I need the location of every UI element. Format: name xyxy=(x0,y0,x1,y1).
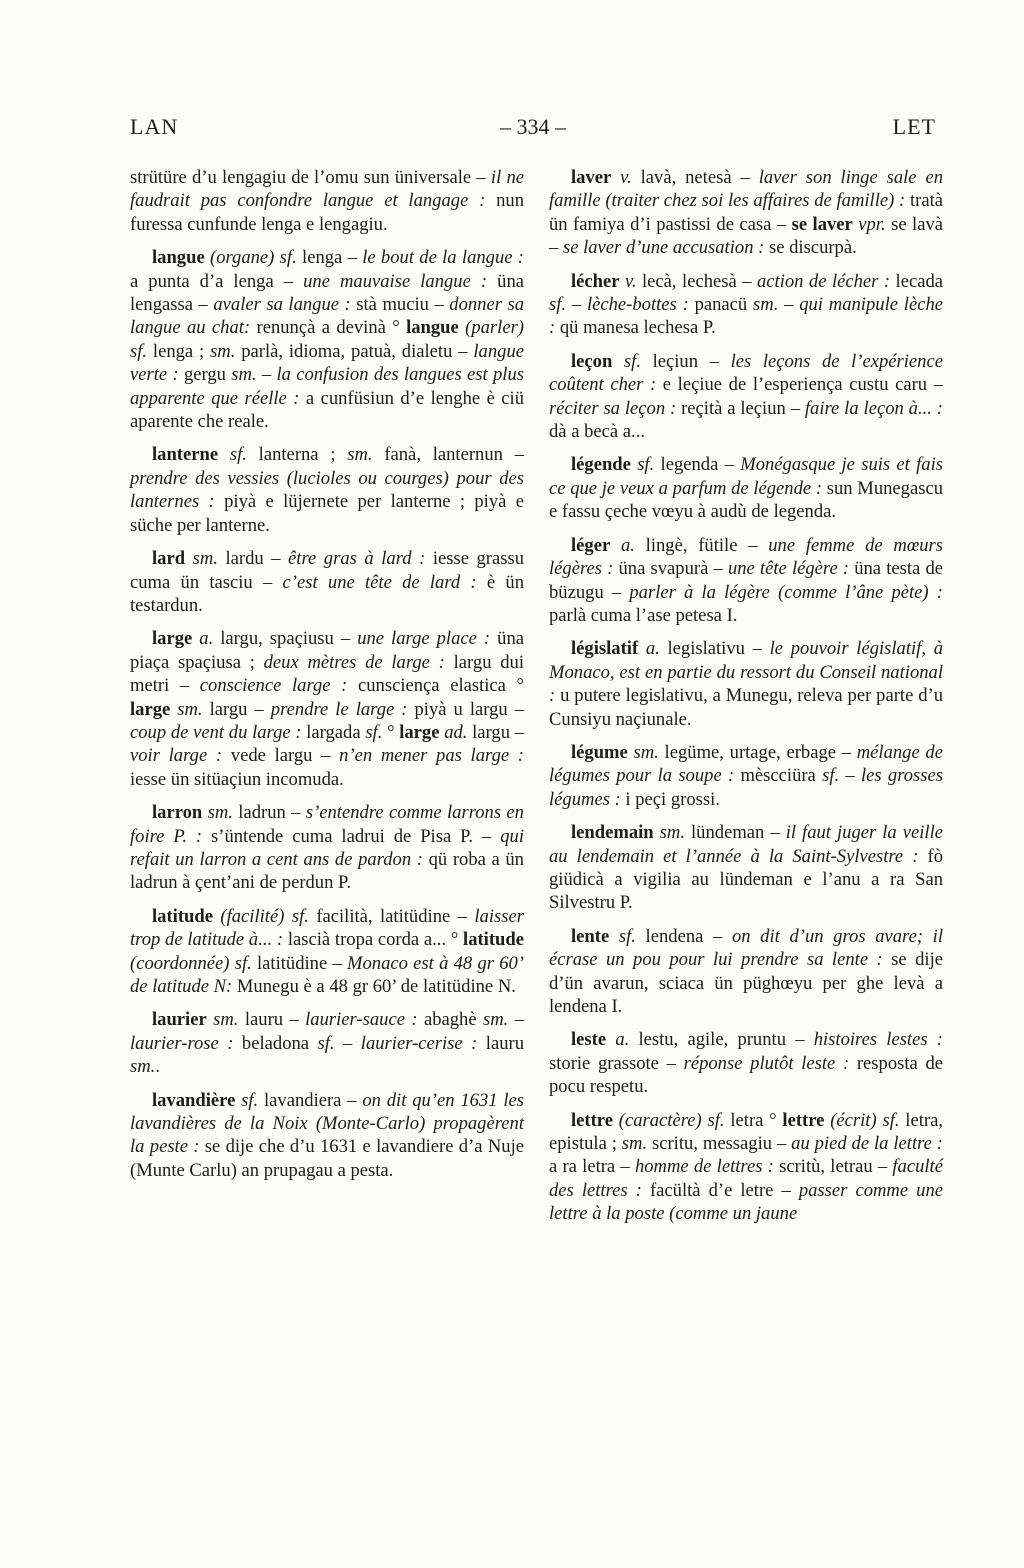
headword: légume xyxy=(571,741,628,763)
gloss-text: reçità a leçiun – xyxy=(676,397,805,419)
phrase-italic: on dit d’un gros avare; il écrase un pou pour lui prendre sa lente : xyxy=(549,925,944,971)
gloss-text: se dije che d’u 1631 e lavandiere d’a Nuje (Munte Carlu) an prupagau a pesta. xyxy=(130,1136,524,1181)
phrase-italic: histoires lestes : xyxy=(813,1029,943,1051)
phrase-italic: v. xyxy=(611,167,632,188)
gloss-text: panacü xyxy=(688,294,754,316)
headword: langue xyxy=(152,247,205,269)
phrase-italic: le bout de la langue : xyxy=(362,247,524,269)
gloss-text: facilità, latitüdine – xyxy=(308,905,475,927)
phrase-italic: Monaco est à 48 gr 60’ de latitude N: xyxy=(130,952,525,997)
phrase-italic: lèche-bottes : xyxy=(586,294,689,316)
gloss-text: è ün testardun. xyxy=(130,571,524,616)
gloss-text: qü roba a ün ladrun à çent’ani de perdun P. xyxy=(130,848,524,894)
gloss-text: strütüre d’u lengagiu de l’omu sun üniversale – xyxy=(130,167,491,188)
phrase-italic: qui refait un larron a cent ans de pardon : xyxy=(130,825,524,870)
gloss-text: – xyxy=(334,1032,361,1054)
gloss-text: lauru – xyxy=(238,1009,306,1031)
gloss-text: se discurpà. xyxy=(764,237,857,259)
column-left xyxy=(130,166,524,1192)
gloss-text: üna svapurà – xyxy=(613,558,728,580)
gloss-text: lingè, fütile – xyxy=(634,534,769,556)
gloss-text: letra, epistula ; xyxy=(549,1109,943,1155)
headword: légende xyxy=(571,454,631,476)
dictionary-entry xyxy=(549,166,943,260)
phrase-italic: les grosses légumes : xyxy=(549,765,944,810)
headword: langue xyxy=(406,317,459,339)
gloss-text: üna piaça spaçiusa ; xyxy=(130,628,524,673)
headword: lendemain xyxy=(571,822,654,844)
gloss-text: se lavà – xyxy=(549,213,943,259)
gloss-text: resposta de pocu respetu. xyxy=(549,1052,944,1098)
phrase-italic: se laver d’une accusation : xyxy=(562,237,765,259)
gloss-text: . xyxy=(155,1056,160,1078)
gloss-text: lecada xyxy=(890,270,944,292)
phrase-italic: a. xyxy=(610,534,635,556)
headword: laurier xyxy=(152,1009,207,1031)
phrase-italic: (facilité) sf. xyxy=(212,905,309,927)
dictionary-entry xyxy=(549,534,943,628)
dictionary-entry xyxy=(549,1028,943,1098)
phrase-italic: le pouvoir législatif, à Monaco, est en partie du ressort du Conseil national : xyxy=(549,638,943,707)
headword: latitude xyxy=(152,905,213,927)
phrase-italic: sf. xyxy=(235,1089,259,1111)
gloss-text: legislativu – xyxy=(659,638,770,660)
gloss-text: se dije d’ün avarun, sciaca ün püghœyu per ghe levà a lendena I. xyxy=(549,949,943,1017)
gloss-text: cunsciença elastica ° xyxy=(347,675,524,697)
phrase-italic: sf. xyxy=(609,925,636,947)
headword: lavandière xyxy=(152,1089,236,1111)
headword: large xyxy=(399,721,440,743)
phrase-italic: (caractère) sf. xyxy=(612,1109,725,1131)
gloss-text: ladrun – xyxy=(232,802,306,824)
phrase-italic: sf. xyxy=(549,294,567,316)
gloss-text: lavà, netesà – xyxy=(631,167,759,188)
gloss-text: leçiun – xyxy=(640,350,731,372)
phrase-italic: une femme de mœurs légères : xyxy=(549,534,943,580)
gloss-text: a ra letra – xyxy=(549,1156,635,1178)
headword: laver xyxy=(571,167,612,188)
phrase-italic: réponse plutôt leste : xyxy=(683,1052,850,1074)
headword: large xyxy=(152,628,193,650)
gloss-text: latitüdine – xyxy=(251,952,348,974)
phrase-italic: laurier-rose : xyxy=(130,1032,234,1054)
phrase-italic: voir large : xyxy=(130,745,223,767)
phrase-italic: sm. xyxy=(130,1056,156,1078)
gloss-text: letra ° xyxy=(724,1109,783,1131)
gloss-text: lendena – xyxy=(635,925,732,947)
phrase-italic: sm. xyxy=(206,1009,239,1031)
gloss-text: nun furessa cunfunde lenga e lengagiu. xyxy=(130,190,524,235)
gloss-text: beladona xyxy=(233,1032,318,1054)
phrase-italic: deux mètres de large : xyxy=(263,651,445,673)
phrase-italic: les leçons de l’expérience coûtent cher : xyxy=(549,350,943,396)
gloss-text: – xyxy=(566,294,587,316)
phrase-italic: sf. xyxy=(612,350,641,372)
gloss-text: legüme, urtage, erbage – xyxy=(658,741,857,763)
gloss-text: lascià tropa corda a... ° xyxy=(283,929,464,951)
phrase-italic: sm. xyxy=(753,294,779,316)
dictionary-entry xyxy=(549,821,943,915)
gloss-text: lestu, agile, pruntu – xyxy=(629,1029,814,1051)
gloss-text: lenga ; xyxy=(147,340,211,362)
gloss-text: largu, spaçiusu – xyxy=(213,628,358,650)
phrase-italic: vpr. xyxy=(852,213,886,235)
phrase-italic: sm. xyxy=(483,1009,509,1031)
phrase-italic: c’est une tête de lard : xyxy=(282,571,477,593)
phrase-italic: langue verte : xyxy=(130,340,524,386)
gloss-text: tratà ün famiya d’i pastissi de casa – xyxy=(549,190,943,235)
gloss-text: – xyxy=(256,364,277,386)
phrase-italic: sf. xyxy=(218,444,247,466)
headword: législatif xyxy=(571,638,639,660)
dictionary-entry xyxy=(130,1008,524,1078)
phrase-italic: sm. xyxy=(210,340,236,362)
dictionary-entry xyxy=(130,166,524,236)
phrase-italic: a. xyxy=(638,638,660,660)
phrase-italic: (organe) sf. xyxy=(204,247,297,269)
running-head-left: LAN xyxy=(130,114,179,139)
dictionary-entry xyxy=(549,453,943,523)
phrase-italic: (coordonnée) sf. xyxy=(130,952,252,974)
gloss-text: üna testa de büzugu – xyxy=(549,558,943,603)
gloss-text: e leçiue de l’esperiença custu caru – xyxy=(656,374,943,396)
phrase-italic: qui manipule lèche : xyxy=(549,294,944,339)
gloss-text: scritu, messagiu – xyxy=(647,1133,792,1155)
phrase-italic: il faut juger la veille au lendemain et l’année à la Saint-Sylvestre : xyxy=(549,822,943,867)
dictionary-entry xyxy=(130,246,524,433)
phrase-italic: donner sa langue au chat: xyxy=(130,294,524,339)
gloss-text: lündeman – xyxy=(685,822,786,844)
running-head-right: LET xyxy=(892,114,936,139)
headword: latitude xyxy=(463,929,524,951)
dictionary-entry xyxy=(549,925,943,1019)
phrase-italic: réciter sa leçon : xyxy=(549,397,677,419)
headword: lécher xyxy=(571,270,620,292)
phrase-italic: une tête légère : xyxy=(727,558,850,580)
gloss-text: i peçi grossi. xyxy=(620,788,720,810)
phrase-italic: sm. xyxy=(231,364,257,386)
gloss-text: scritù, letrau – xyxy=(773,1156,893,1178)
headword: larron xyxy=(152,802,203,824)
gloss-text: dà a becà a... xyxy=(549,421,646,443)
headword: léger xyxy=(571,534,611,556)
gloss-text: lenga – xyxy=(296,247,363,269)
phrase-italic: une mauvaise langue : xyxy=(303,270,488,292)
dictionary-entry xyxy=(130,801,524,895)
headword: leçon xyxy=(571,350,613,372)
phrase-italic: la confusion des langues est plus apparente que réelle : xyxy=(130,364,524,409)
phrase-italic: faire la leçon à... : xyxy=(804,397,943,419)
dictionary-entry xyxy=(549,350,943,444)
gloss-text: lauru xyxy=(477,1032,524,1054)
gloss-text: stà muciu – xyxy=(350,294,450,316)
phrase-italic: au pied de la lettre : xyxy=(791,1133,943,1155)
gloss-text: s’üntende cuma ladrui de Pisa P. – xyxy=(202,825,501,847)
headword: lente xyxy=(571,925,610,947)
phrase-italic: ad. xyxy=(439,721,468,743)
phrase-italic: coup de vent du large : xyxy=(130,721,302,743)
phrase-italic: sf. xyxy=(630,454,655,476)
gloss-text: vede largu – xyxy=(222,745,340,767)
phrase-italic: a. xyxy=(192,628,214,650)
phrase-italic: homme de lettres : xyxy=(634,1156,774,1178)
phrase-italic: il ne faudrait pas confondre langue et langage : xyxy=(130,167,525,212)
gloss-text: lecà, lechesà – xyxy=(636,270,757,292)
phrase-italic: passer comme une lettre à la poste (comme un jaune xyxy=(549,1179,944,1225)
phrase-italic: (écrit) sf. xyxy=(824,1109,900,1131)
headword: se laver xyxy=(791,213,853,235)
gloss-text: renunçà a devinà ° xyxy=(250,317,407,339)
phrase-italic: sm. xyxy=(627,741,659,763)
gloss-text: largu – xyxy=(202,698,271,720)
phrase-italic: mélange de légumes pour la soupe : xyxy=(549,741,943,787)
dictionary-entry xyxy=(130,547,524,617)
column-right xyxy=(549,166,943,1236)
gloss-text: piyà u largu – xyxy=(407,698,524,720)
gloss-text: – xyxy=(778,294,800,316)
gloss-text: facültà d’e letre – xyxy=(641,1179,799,1201)
dictionary-entry xyxy=(130,1089,524,1183)
gloss-text: fò giüdicà a vigilia au lündeman e l’anu a ra San Silvestru P. xyxy=(549,845,944,914)
headword: large xyxy=(130,698,171,720)
gloss-text: abaghè xyxy=(417,1009,483,1031)
gloss-text: lardu – xyxy=(217,548,289,570)
gloss-text: piyà e lüjernete per lanterne ; piyà e süche per lanterne. xyxy=(130,491,525,536)
gloss-text: – xyxy=(839,765,861,787)
running-head xyxy=(130,112,936,142)
dictionary-entry xyxy=(549,741,943,811)
phrase-italic: conscience large : xyxy=(199,675,348,697)
headword: lard xyxy=(152,548,186,570)
gloss-text: iesse ün sitüaçiun incomuda. xyxy=(130,768,344,790)
headword: lettre xyxy=(571,1109,613,1131)
gloss-text: – xyxy=(508,1009,525,1031)
gloss-text: u putere legislativu, a Munegu, releva per parte d’u Cunsiyu naçiunale. xyxy=(549,685,943,730)
phrase-italic: être gras à lard : xyxy=(288,548,426,570)
phrase-italic: parler à la légère (comme l’âne pète) : xyxy=(629,581,943,603)
phrase-italic: prendre des vessies (lucioles ou courges) pour des lanternes : xyxy=(130,467,524,513)
phrase-italic: avaler sa langue : xyxy=(213,294,351,316)
gloss-text: a cunfüsiun d’e lenghe è ciü aparente che reale. xyxy=(130,387,525,433)
gloss-text: üna lengassa – xyxy=(130,270,525,316)
phrase-italic: sf. xyxy=(365,721,383,743)
gloss-text: sun Munegascu e fassu çeche vœyu à audù de legenda. xyxy=(549,477,944,523)
phrase-italic: on dit qu’en 1631 les lavandières de la Noix (Monte-Carlo) propagèrent la peste : xyxy=(130,1089,525,1158)
gloss-text: Munegu è a 48 gr 60’ de latitüdine N. xyxy=(232,976,516,997)
gloss-text: iesse grassu cuma ün tasciu – xyxy=(130,548,525,593)
phrase-italic: sm. xyxy=(653,822,685,844)
phrase-italic: laisser trop de latitude à... : xyxy=(130,905,524,951)
phrase-italic: sm. xyxy=(170,698,203,720)
gloss-text: fanà, lanternun – xyxy=(372,444,524,466)
gloss-text: ° xyxy=(382,721,400,743)
dictionary-entry xyxy=(549,1109,943,1226)
gloss-text: largada xyxy=(301,721,366,743)
phrase-italic: n’en mener pas large : xyxy=(339,745,525,767)
gloss-text: mèscciüra xyxy=(734,765,823,787)
gloss-text: largu – xyxy=(467,721,525,743)
phrase-italic: action de lécher : xyxy=(756,270,891,292)
headword: lanterne xyxy=(152,444,219,466)
gloss-text: parlà, idioma, patuà, dialetu – xyxy=(235,340,474,362)
dictionary-entry xyxy=(549,637,943,731)
phrase-italic: Monégasque je suis et fais ce que je veux a parfum de légende : xyxy=(549,454,943,499)
gloss-text: largu dui metri – xyxy=(130,651,524,697)
page-number: – 334 – xyxy=(500,114,566,139)
gloss-text: lanterna ; xyxy=(246,444,348,466)
phrase-italic: a. xyxy=(606,1029,630,1051)
phrase-italic: sf. xyxy=(317,1032,335,1054)
gloss-text: gergu xyxy=(178,364,232,386)
headword: leste xyxy=(571,1029,607,1051)
phrase-italic: sm. xyxy=(185,548,218,570)
phrase-italic: sf. xyxy=(822,765,840,787)
phrase-italic: sm. xyxy=(347,444,373,466)
gloss-text: parlà cuma l’ase petesa I. xyxy=(549,604,738,626)
gloss-text: storie grassote – xyxy=(549,1052,684,1074)
gloss-text: a punta d’a lenga – xyxy=(130,270,304,292)
phrase-italic: sm. xyxy=(202,802,233,824)
phrase-italic: une large place : xyxy=(357,628,491,650)
gloss-text: qü manesa lechesa P. xyxy=(555,317,716,339)
dictionary-entry xyxy=(130,443,524,537)
phrase-italic: v. xyxy=(619,270,637,292)
gloss-text: legenda – xyxy=(654,454,741,476)
phrase-italic: sm. xyxy=(621,1133,648,1155)
headword: lettre xyxy=(782,1109,825,1131)
phrase-italic: prendre le large : xyxy=(270,698,408,720)
dictionary-entry xyxy=(130,627,524,791)
phrase-italic: laurier-cerise : xyxy=(360,1032,478,1054)
phrase-italic: s’entendre comme larrons en foire P. : xyxy=(130,802,524,847)
phrase-italic: (parler) sf. xyxy=(130,317,524,362)
dictionary-entry xyxy=(130,905,524,999)
phrase-italic: faculté des lettres : xyxy=(549,1156,943,1201)
gloss-text: lavandiera – xyxy=(258,1089,363,1111)
phrase-italic: laver son linge sale en famille (traiter chez soi les affaires de famille) : xyxy=(549,167,944,212)
dictionary-entry xyxy=(549,270,943,340)
phrase-italic: laurier-sauce : xyxy=(305,1009,418,1031)
